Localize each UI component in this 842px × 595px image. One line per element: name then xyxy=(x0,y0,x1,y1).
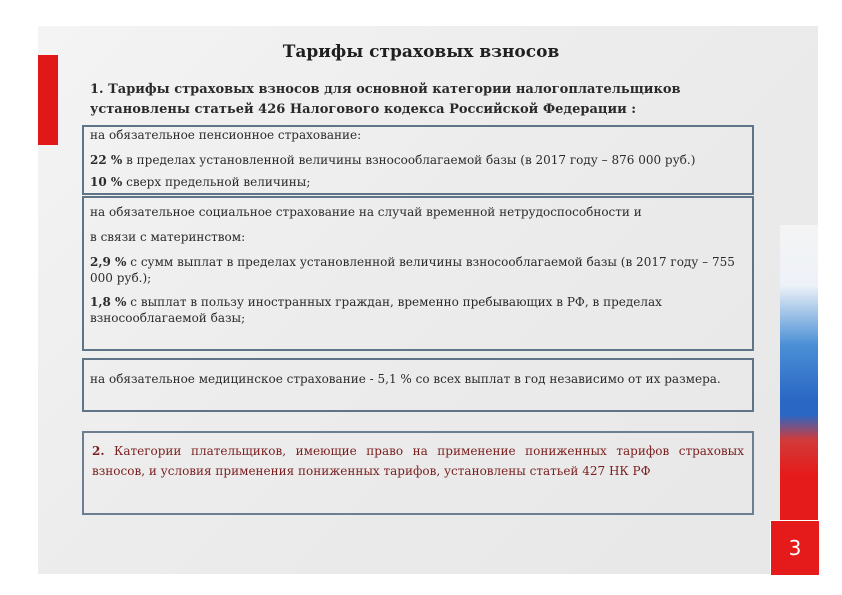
medical-line xyxy=(84,371,752,387)
reduced-body: Категории плательщиков, имеющие право на применение пониженных тарифов страховых взносов, и условия применения пониженных тарифов, установлены статьей 427 НК РФ xyxy=(92,444,744,478)
social-line-1 xyxy=(84,254,752,286)
page-number: 3 xyxy=(770,520,820,576)
social-heading-b: в связи с материнством: xyxy=(90,230,246,244)
pension-heading: на обязательное пенсионное страхование: xyxy=(90,128,362,142)
social-text-1: с сумм выплат в пределах установленной величины взносооблагаемой базы (в 2017 году – 755 000 руб.); xyxy=(90,255,735,285)
pension-line-2 xyxy=(84,174,752,190)
medical-heading: на обязательное медицинское страхование xyxy=(90,372,366,386)
intro-paragraph: 1. Тарифы страховых взносов для основной категории налогоплательщиков установлены статьей 426 Налогового кодекса Российской Федерации : xyxy=(90,82,681,117)
social-text-2: с выплат в пользу иностранных граждан, временно пребывающих в РФ, в пределах взносооблагаемой базы; xyxy=(90,295,662,325)
reduced-rates-box xyxy=(82,431,754,515)
social-line-2 xyxy=(84,294,752,326)
pension-line-1 xyxy=(84,152,752,168)
red-accent-bar xyxy=(38,55,58,145)
pension-rate-1: 22 % xyxy=(90,153,123,167)
social-rate-1: 2,9 % xyxy=(90,255,127,269)
social-heading-a: на обязательное социальное страхование на случай временной нетрудоспособности и xyxy=(90,205,642,219)
social-box xyxy=(82,196,754,351)
page-title: Тарифы страховых взносов xyxy=(282,42,560,62)
medical-box xyxy=(82,358,754,412)
pension-text-2: сверх предельной величины; xyxy=(122,175,311,189)
reduced-number: 2. xyxy=(92,444,105,458)
medical-text: - 5,1 % со всех выплат в год независимо от их размера. xyxy=(365,372,721,386)
pension-text-1: в пределах установленной величины взносооблагаемой базы (в 2017 году – 876 000 руб.) xyxy=(122,153,696,167)
reduced-rates-text xyxy=(84,433,752,481)
social-rate-2: 1,8 % xyxy=(90,295,127,309)
pension-box xyxy=(82,125,754,195)
pension-rate-2: 10 % xyxy=(90,175,123,189)
